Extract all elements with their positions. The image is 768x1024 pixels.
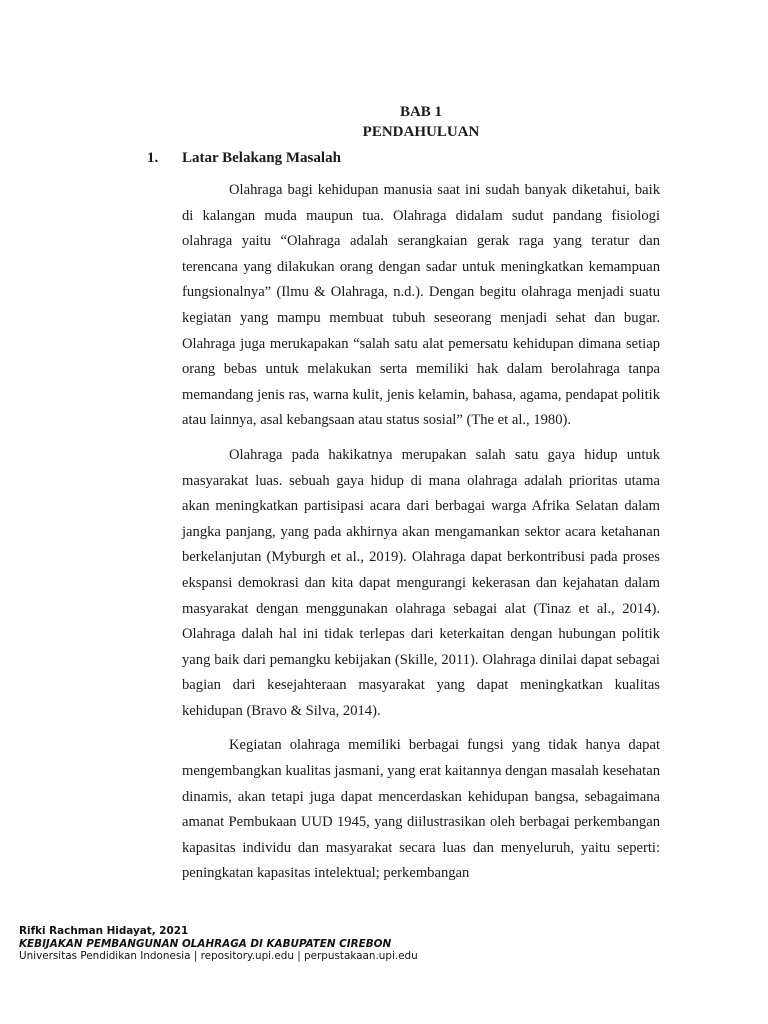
section-title: Latar Belakang Masalah [182, 150, 341, 166]
paragraph: Olahraga pada hakikatnya merupakan salah satu gaya hidup untuk masyarakat luas. sebuah gaya hidup di mana olahraga adalah prioritas utama akan meningkatkan partisipasi acara dari berbagai warga Afrika Selatan dalam jangka panjang, yang pada akhirnya akan mengamankan sektor acara ketahanan berkelanjutan (Myburgh et al., 2019). Olahraga dapat berkontribusi pada proses ekspansi demokrasi dan kita dapat mengurangi kekerasan dan kejahatan dalam masyarakat dengan menggunakan olahraga sebagai alat (Tinaz et al., 2014). Olahraga dalah hal ini tidak terlepas dari keterkaitan dengan hubungan politik yang baik dari pemangku kebijakan (Skille, 2011). Olahraga dinilai dapat sebagai bagian dari kesejahteraan masyarakat yang dapat meningkatkan kualitas kehidupan (Bravo & Silva, 2014). [182, 446, 660, 719]
chapter-title: PENDAHULUAN [362, 124, 480, 140]
footer-institution: Universitas Pendidikan Indonesia | repository.upi.edu | perpustakaan.upi.edu [19, 950, 418, 962]
body-text [182, 178, 660, 896]
section-heading [147, 148, 341, 168]
footer-title: KEBIJAKAN PEMBANGUNAN OLAHRAGA DI KABUPATEN CIREBON [19, 937, 392, 950]
footer-author: Rifki Rachman Hidayat, 2021 [19, 925, 189, 937]
paragraph: Kegiatan olahraga memiliki berbagai fungsi yang tidak hanya dapat mengembangkan kualitas jasmani, yang erat kaitannya dengan masalah kesehatan dinamis, akan tetapi juga dapat mencerdaskan kehidupan bangsa, sebagaimana amanat Pembukaan UUD 1945, yang diilustrasikan oleh berbagai perkembangan kapasitas individu dan masyarakat secara luas dan menyeluruh, yaitu seperti: peningkatan kapasitas intelektual; perkembangan [182, 737, 660, 882]
chapter-heading [182, 102, 660, 142]
chapter-label: BAB 1 [399, 104, 443, 120]
section-number: 1. [147, 150, 159, 166]
page-footer [19, 925, 418, 963]
paragraph: Olahraga bagi kehidupan manusia saat ini sudah banyak diketahui, baik di kalangan muda maupun tua. Olahraga didalam sudut pandang fisiologi olahraga yaitu “Olahraga adalah serangkaian gerak raga yang teratur dan terencana yang dilakukan orang dengan sadar untuk meningkatkan kemampuan fungsionalnya” (Ilmu & Olahraga, n.d.). Dengan begitu olahraga menjadi suatu kegiatan yang mampu membuat tubuh seseorang menjadi sehat dan bugar. Olahraga juga merukapakan “salah satu alat pemersatu kehidupan dimana setiap orang bebas untuk melakukan serta memiliki hak dalam berolahraga tanpa memandang jenis ras, warna kulit, jenis kelamin, bahasa, agama, pendapat politik atau lainnya, asal kebangsaan atau status sosial” (The et al., 1980). [182, 182, 660, 429]
